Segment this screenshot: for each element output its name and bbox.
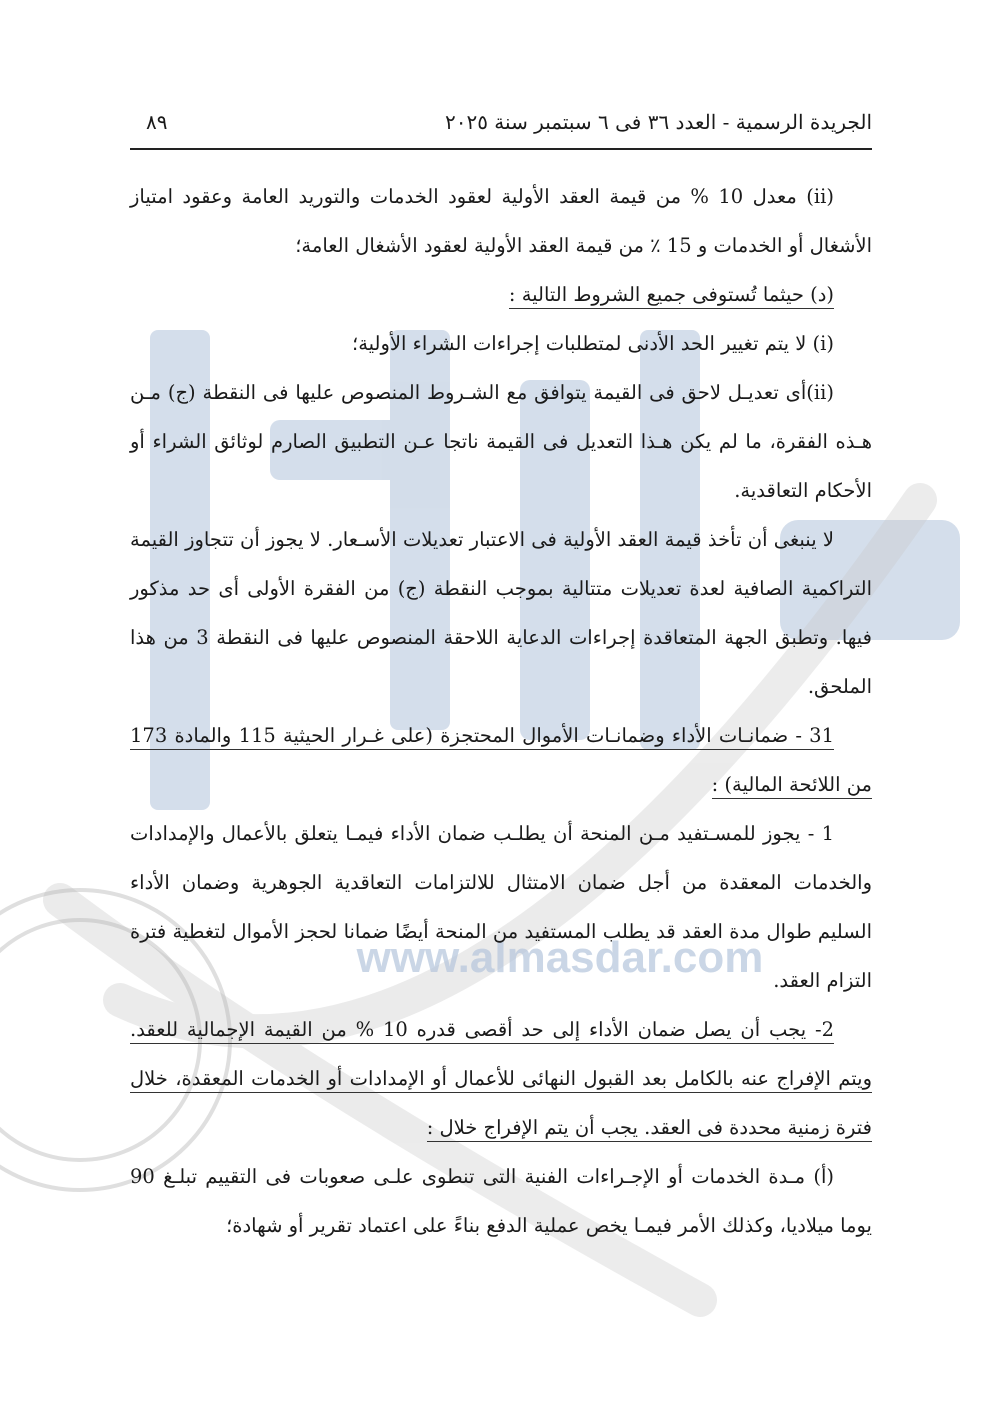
paragraph-2-release bbox=[130, 1005, 872, 1152]
section-31-heading bbox=[130, 711, 872, 809]
paragraph-price-adjustments: لا ينبغى أن تأخذ قيمة العقد الأولية فى الاعتبار تعديلات الأسـعار. لا يجوز أن تتجاوز القيمة التراكمية الصافية لعدة تعديلات متتالية بموجب النقطة (ج) من الفقرة الأولى أى حد مذكور فيها. وتطبق الجهة المتعاقدة إجراءات الدعاية اللاحقة المنصوص عليها فى النقطة 3 من هذا الملحق. bbox=[130, 528, 873, 698]
header-title: الجريدة الرسمية - العدد ٣٦ فى ٦ سبتمبر سنة ٢٠٢٥ bbox=[444, 110, 872, 134]
page-number: ٨٩ bbox=[146, 110, 168, 134]
watermark-site-text: www.almasdar.com bbox=[356, 933, 764, 982]
paragraph-a-duration: (أ) مـدة الخدمات أو الإجـراءات الفنية التى تنطوى علـى صعوبات فى التقييم تبلـغ 90 يوما ميلاديا، وكذلك الأمر فيمـا يخص عملية الدفع بناءً على اعتماد تقرير أو شهادة؛ bbox=[130, 1165, 872, 1237]
section-31-heading-text: 31 - ضمانـات الأداء وضمانـات الأموال المحتجزة (على غـرار الحيثية 115 والمادة 173 من اللائحة المالية) : bbox=[130, 724, 872, 799]
page bbox=[130, 110, 872, 1250]
page-header bbox=[130, 110, 872, 150]
paragraph-1-performance-guarantee: 1 - يجوز للمسـتفيد مـن المنحة أن يطلـب ضمان الأداء فيمـا يتعلق بالأعمال والإمدادات والخدمات المعقدة من أجل ضمان الامتثال للالتزامات التعاقدية الجوهرية وضمان الأداء السليم طوال مدة العقد قد يطلب المستفيد من المنحة أيضًا ضمانا لحجز الأموال لتغطية فترة التزام العقد. bbox=[130, 822, 872, 992]
paragraph-2-release-text: 2- يجب أن يصل ضمان الأداء إلى حد أقصى قدره 10 % من القيمة الإجمالية للعقد. ويتم الإفراج عنه بالكامل بعد القبول النهائى للأعمال أو الإمدادات أو الخدمات المعقدة، خلال فترة زمنية محددة فى العقد. يجب أن يتم الإفراج خلال : bbox=[130, 1018, 872, 1142]
paragraph-ii-rate: (ii) معدل 10 % من قيمة العقد الأولية لعقود الخدمات والتوريد العامة وعقود امتياز الأشغال أو الخدمات و 15 ٪ من قيمة العقد الأولية لعقود الأشغال العامة؛ bbox=[130, 185, 872, 257]
paragraph-i-minimum: (i) لا يتم تغيير الحد الأدنى لمتطلبات إجراءات الشراء الأولية؛ bbox=[352, 332, 834, 355]
document-body bbox=[130, 172, 872, 1250]
paragraph-d-conditions bbox=[130, 270, 872, 319]
paragraph-ii-amendment: (ii)أى تعديـل لاحق فى القيمة يتوافق مع الشـروط المنصوص عليها فى النقطة (ج) مـن هـذه الفقرة، ما لم يكن هـذا التعديل فى القيمة ناتجا عـن التطبيق الصارم لوثائق الشراء أو الأحكام التعاقدية. bbox=[130, 381, 872, 502]
paragraph-d-conditions-text: (د) حيثما تُستوفى جميع الشروط التالية : bbox=[509, 283, 834, 309]
